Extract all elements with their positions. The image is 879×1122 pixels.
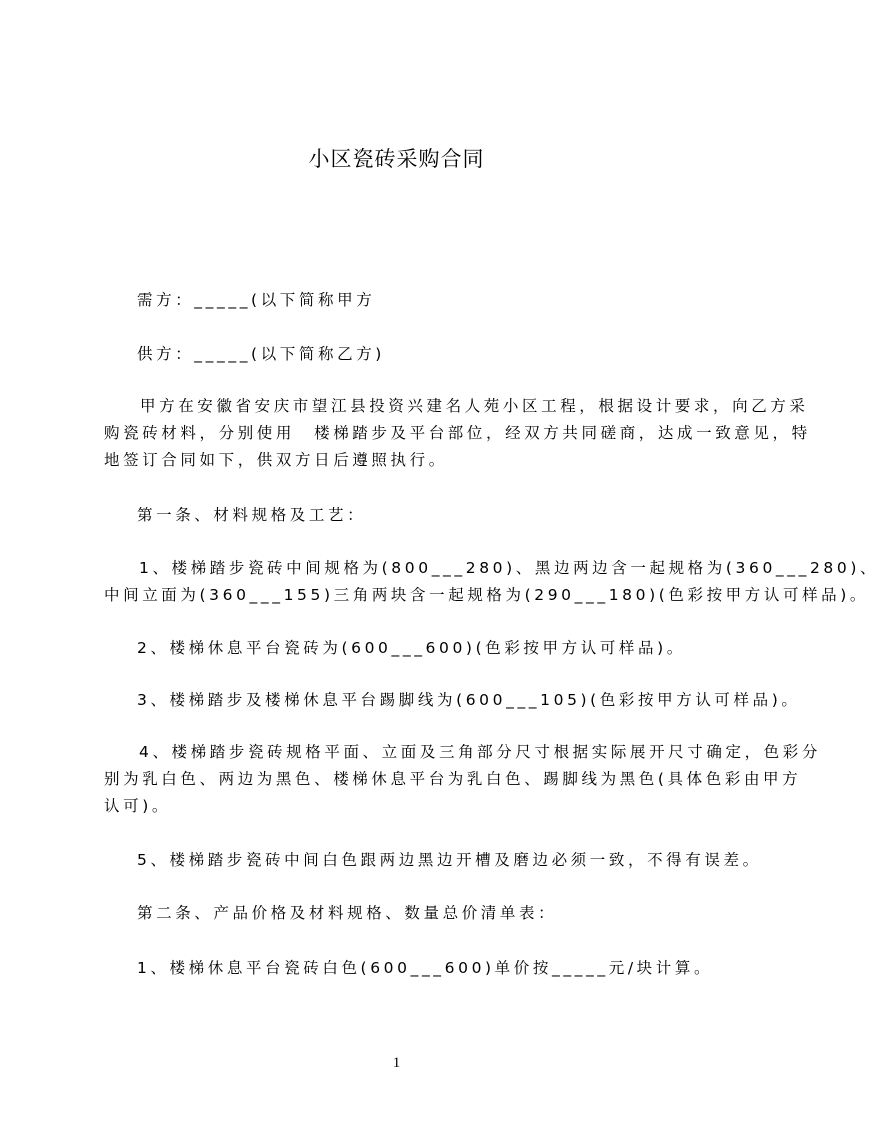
party-b-line: 供方：_____(以下简称乙方) bbox=[137, 345, 385, 363]
intro-line-2: 购瓷砖材料，分别使用 楼梯踏步及平台部位，经双方共同磋商，达成一致意见，特 bbox=[104, 424, 811, 442]
clause-1-4-line-2: 别为乳白色、两边为黑色、楼梯休息平台为乳白色、踢脚线为黑色(具体色彩由甲方 bbox=[104, 770, 802, 788]
article-2-heading: 第二条、产品价格及材料规格、数量总价清单表： bbox=[137, 904, 558, 922]
clause-1-3: 3、楼梯踏步及楼梯休息平台踢脚线为(600___105)(色彩按甲方认可样品)。 bbox=[137, 691, 801, 709]
clause-2-1: 1、楼梯休息平台瓷砖白色(600___600)单价按_____元/块计算。 bbox=[137, 959, 714, 977]
clause-1-1-line-1: 1、楼梯踏步瓷砖中间规格为(800___280)、黑边两边含一起规格为(360___280)、 bbox=[139, 559, 879, 577]
clause-1-5: 5、楼梯踏步瓷砖中间白色跟两边黑边开槽及磨边必须一致，不得有误差。 bbox=[137, 851, 762, 869]
page-number: 1 bbox=[392, 1055, 401, 1071]
article-1-heading: 第一条、材料规格及工艺： bbox=[137, 506, 367, 524]
intro-line-3: 地签订合同如下，供双方日后遵照执行。 bbox=[104, 451, 448, 469]
document-title: 小区瓷砖采购合同 bbox=[308, 147, 485, 171]
clause-1-4-line-1: 4、楼梯踏步瓷砖规格平面、立面及三角部分尺寸根据实际展开尺寸确定，色彩分 bbox=[139, 743, 821, 761]
intro-line-1: 甲方在安徽省安庆市望江县投资兴建名人苑小区工程，根据设计要求，向乙方采 bbox=[140, 397, 809, 415]
clause-1-2: 2、楼梯休息平台瓷砖为(600___600)(色彩按甲方认可样品)。 bbox=[137, 639, 686, 657]
party-a-line: 需方：_____(以下简称甲方 bbox=[137, 291, 376, 309]
clause-1-4-line-3: 认可)。 bbox=[104, 797, 171, 815]
clause-1-1-line-2: 中间立面为(360___155)三角两块含一起规格为(290___180)(色彩按甲方认可样品)。 bbox=[104, 586, 870, 604]
